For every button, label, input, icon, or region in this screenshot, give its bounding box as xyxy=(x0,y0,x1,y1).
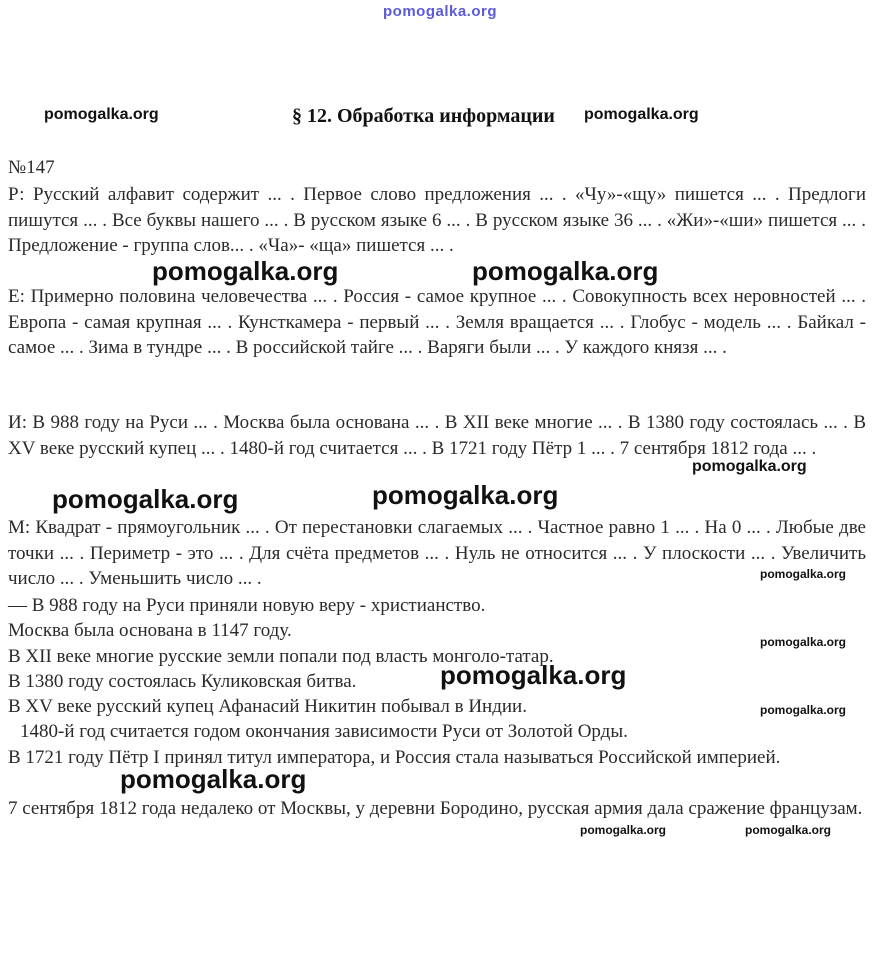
paragraph-i: И: В 988 году на Руси ... . Москва была основана ... . В XII веке многие ... . В 1380 году состоялась ... . В XV веке русский купец ... . 1480-й год считается ... . В 1721 году Пётр 1 ... . 7 сентября 1812 года ... . xyxy=(8,412,866,459)
watermark: pomogalka.org xyxy=(745,823,832,837)
paragraph-m: М: Квадрат - прямоугольник ... . От перестановки слагаемых ... . Частное равно 1 ... . На 0 ... . Любые две точки ... . Периметр - это ... . Для счёта предметов ... . Нуль не относится ... . У плоскости ... . Увеличить число ... . Уменьшить число ... . xyxy=(8,517,866,589)
answer-line: В XV веке русский купец Афанасий Никитин побывал в Индии. xyxy=(8,696,527,717)
watermark: pomogalka.org xyxy=(760,635,847,649)
watermark: pomogalka.org xyxy=(692,458,807,475)
exercise-number: №147 xyxy=(8,157,55,178)
watermark: pomogalka.org xyxy=(44,106,159,123)
watermark: pomogalka.org xyxy=(440,660,627,690)
watermark: pomogalka.org xyxy=(152,256,339,286)
answer-line: — В 988 году на Руси приняли новую веру - христианство. xyxy=(8,595,486,616)
watermark: pomogalka.org xyxy=(52,484,239,514)
paragraph-e: Е: Примерно половина человечества ... . Россия - самое крупное ... . Совокупность всех неровностей ... . Европа - самая крупная ... . Кунсткамера - первый ... . Земля вращается ... . Глобус - модель ... . Байкал - самое ... . Зима в тундре ... . В российской тайге ... . Варяги были ... . У каждого князя ... . xyxy=(8,286,866,358)
answer-line: В 1721 году Пётр I принял титул императора, и Россия стала называться Российской империей. xyxy=(8,747,781,768)
watermark: pomogalka.org xyxy=(372,480,559,510)
watermark: pomogalka.org xyxy=(760,703,847,717)
answer-line: 1480-й год считается годом окончания зависимости Руси от Золотой Орды. xyxy=(20,721,628,742)
watermark: pomogalka.org xyxy=(760,567,847,581)
watermark-top: pomogalka.org xyxy=(383,3,498,20)
answer-line: В 1380 году состоялась Куликовская битва. xyxy=(8,671,357,692)
paragraph-p: Р: Русский алфавит содержит ... . Первое слово предложения ... . «Чу»-«щу» пишется ... . Предлоги пишутся ... . Все буквы нашего ... . В русском языке 6 ... . В русском языке 36 ... . «Жи»-«ши» пишется ... . Предложение - группа слов... . «Ча»- «ща» пишется ... . xyxy=(8,184,866,256)
answer-line: Москва была основана в 1147 году. xyxy=(8,620,292,641)
watermark: pomogalka.org xyxy=(472,256,659,286)
answer-line: 7 сентября 1812 года недалеко от Москвы, у деревни Бородино, русская армия дала сражение французам. xyxy=(8,798,863,819)
watermark: pomogalka.org xyxy=(120,764,307,794)
watermark: pomogalka.org xyxy=(584,106,699,123)
section-title: § 12. Обработка информации xyxy=(292,105,555,127)
answer-line: В XII веке многие русские земли попали под власть монголо-татар. xyxy=(8,646,554,667)
watermark: pomogalka.org xyxy=(580,823,667,837)
